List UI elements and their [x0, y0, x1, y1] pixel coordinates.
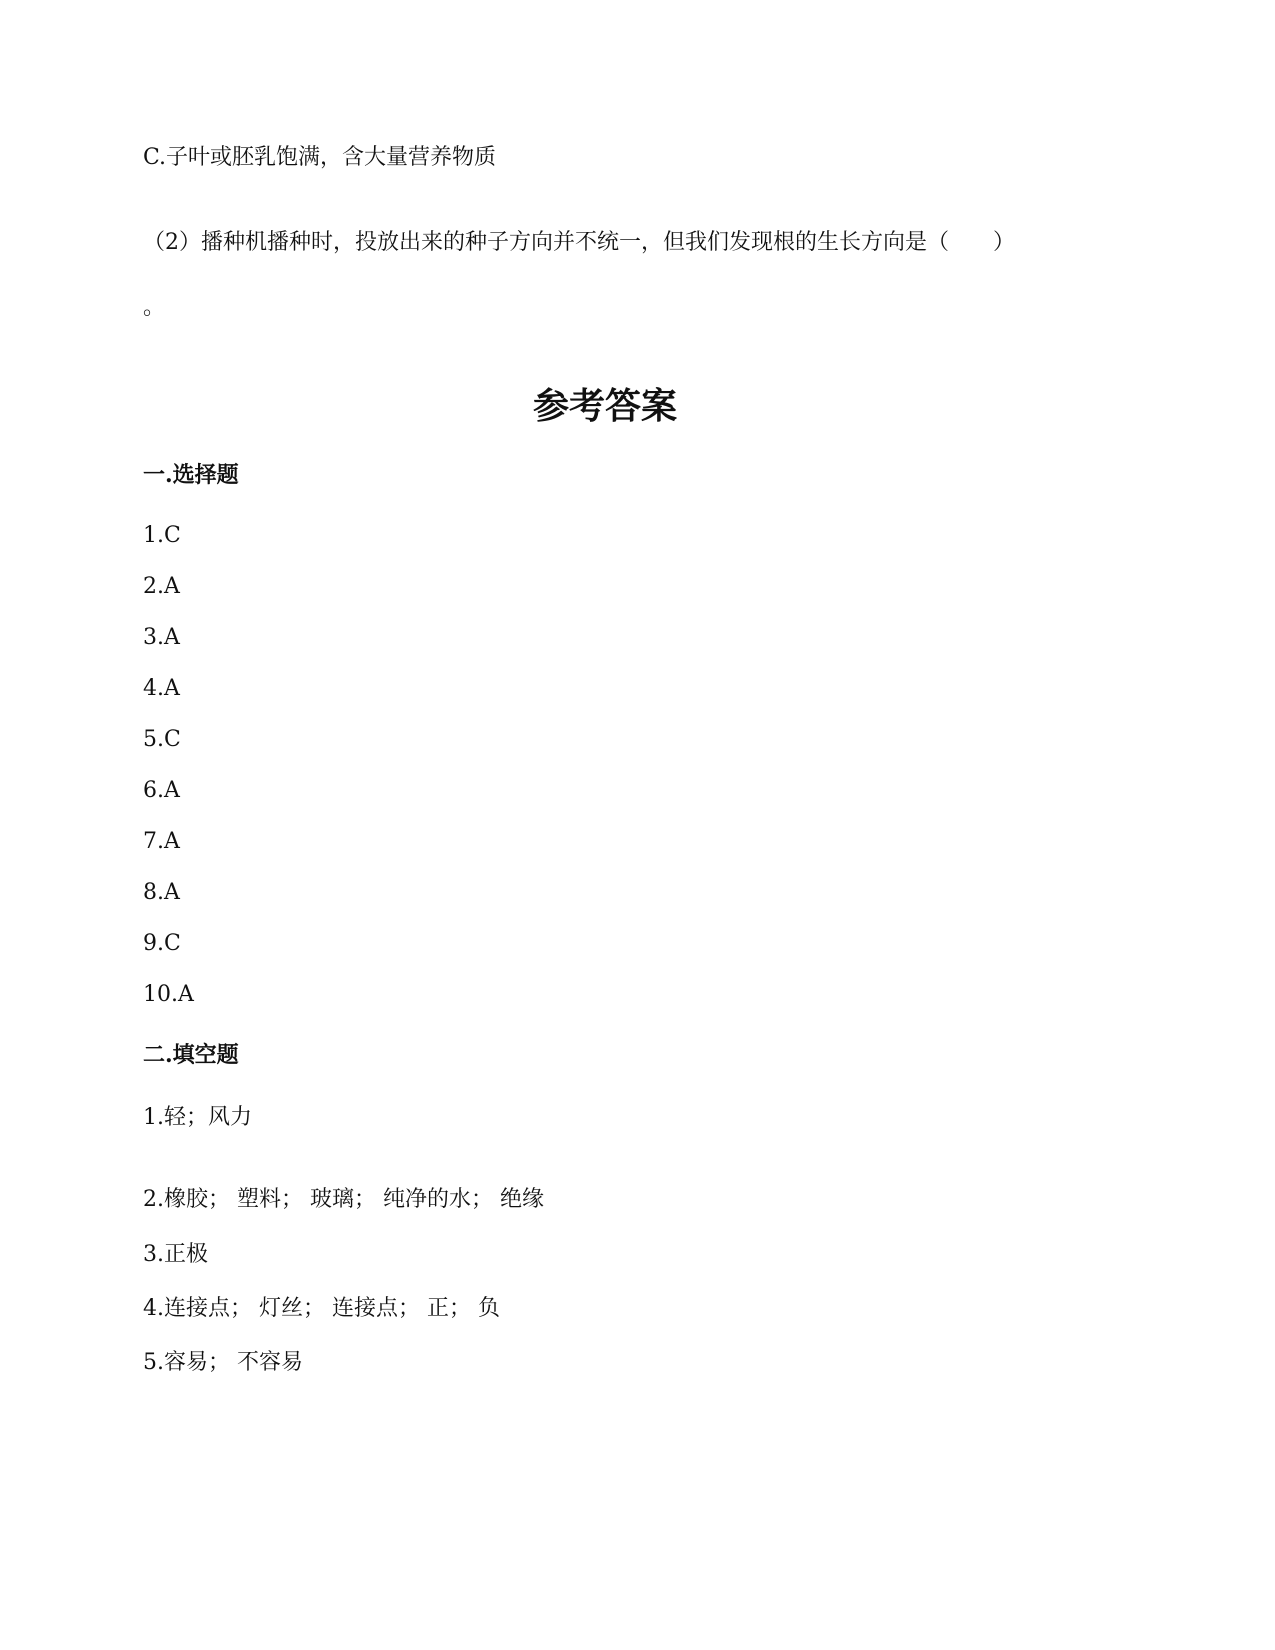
answer-item: 6.A	[143, 778, 180, 803]
answer-item: 3.正极	[143, 1242, 208, 1267]
answer-item: 2.橡胶； 塑料； 玻璃； 纯净的水； 绝缘	[143, 1187, 544, 1212]
question-2-end: 。	[143, 295, 166, 320]
answer-item: 10.A	[143, 982, 194, 1007]
question-option-c: C.子叶或胚乳饱满，含大量营养物质	[143, 145, 497, 170]
answers-title: 参考答案	[532, 385, 677, 427]
answer-item: 1.C	[143, 523, 181, 548]
answer-item: 8.A	[143, 880, 180, 905]
answer-item: 4.A	[143, 676, 180, 701]
section-1-title: 一.选择题	[143, 462, 239, 488]
answer-item: 7.A	[143, 829, 180, 854]
answer-item: 3.A	[143, 625, 180, 650]
answer-item: 9.C	[143, 931, 181, 956]
answer-item: 2.A	[143, 574, 180, 599]
answer-item: 5.C	[143, 727, 181, 752]
section-2-title: 二.填空题	[143, 1042, 239, 1068]
answer-item: 4.连接点； 灯丝； 连接点； 正； 负	[143, 1296, 500, 1321]
question-2-text: （2）播种机播种时，投放出来的种子方向并不统一，但我们发现根的生长方向是（ ）	[143, 230, 1016, 255]
answer-item: 1.轻；风力	[143, 1105, 252, 1130]
answer-item: 5.容易； 不容易	[143, 1350, 303, 1375]
